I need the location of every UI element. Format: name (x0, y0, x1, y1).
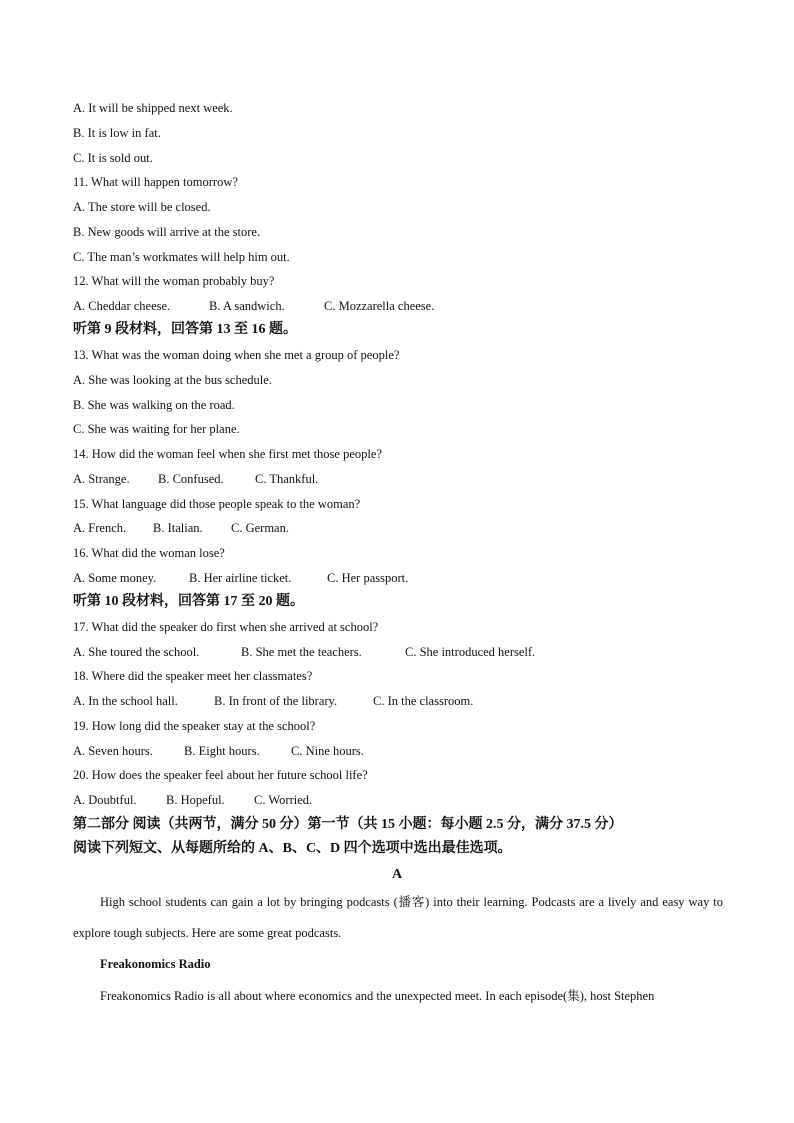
q19-option-c: C. Nine hours. (291, 744, 364, 758)
q13-option-a: A. She was looking at the bus schedule. (73, 373, 272, 387)
q18-options (73, 693, 473, 709)
q16-option-c: C. Her passport. (327, 571, 409, 585)
q10-option-a: A. It will be shipped next week. (73, 101, 233, 115)
q13-option-c: C. She was waiting for her plane. (73, 422, 240, 436)
q16-option-b: B. Her airline ticket. (189, 571, 292, 585)
q19-options (73, 743, 364, 759)
q13-option-b: B. She was walking on the road. (73, 398, 235, 412)
q12-option-b: B. A sandwich. (209, 299, 285, 313)
q14-option-a: A. Strange. (73, 472, 130, 486)
q15-option-c: C. German. (231, 521, 289, 535)
q12-question: 12. What will the woman probably buy? (73, 274, 275, 288)
q17-option-b: B. She met the teachers. (241, 645, 362, 659)
q14-option-b: B. Confused. (158, 472, 224, 486)
passage-label: A (391, 867, 403, 882)
q18-question: 18. Where did the speaker meet her classmates? (73, 669, 313, 683)
q16-question: 16. What did the woman lose? (73, 546, 225, 560)
q18-option-b: B. In front of the library. (214, 694, 338, 708)
podcast-text-freakonomics: Freakonomics Radio is all about where economics and the unexpected meet. In each episode(集), host Stephen (100, 989, 655, 1003)
part2-instruction: 阅读下列短文、从每题所给的 A、B、C、D 四个选项中选出最佳选项。 (73, 841, 512, 856)
q15-options (73, 520, 289, 536)
q17-option-a: A. She toured the school. (73, 645, 200, 659)
q11-option-c: C. The man’s workmates will help him out. (73, 250, 290, 264)
part2-title: 第二部分 阅读（共两节，满分 50 分）第一节（共 15 小题：每小题 2.5 分，满分 37.5 分） (73, 817, 623, 832)
q16-options (73, 570, 408, 586)
q15-option-b: B. Italian. (153, 521, 203, 535)
q11-option-b: B. New goods will arrive at the store. (73, 225, 261, 239)
q12-options (73, 298, 434, 314)
q15-question: 15. What language did those people speak to the woman? (73, 497, 361, 511)
q19-option-b: B. Eight hours. (184, 744, 260, 758)
q13-question: 13. What was the woman doing when she met a group of people? (73, 348, 400, 362)
q12-option-c: C. Mozzarella cheese. (324, 299, 435, 313)
q11-question: 11. What will happen tomorrow? (73, 175, 238, 189)
q14-question: 14. How did the woman feel when she first met those people? (73, 447, 382, 461)
q17-options (73, 644, 535, 660)
q20-option-b: B. Hopeful. (166, 793, 225, 807)
q17-option-c: C. She introduced herself. (405, 645, 536, 659)
q20-option-c: C. Worried. (254, 793, 313, 807)
section-10-heading: 听第 10 段材料，回答第 17 至 20 题。 (73, 594, 304, 609)
q19-option-a: A. Seven hours. (73, 744, 153, 758)
q20-question: 20. How does the speaker feel about her future school life? (73, 768, 368, 782)
q17-question: 17. What did the speaker do first when she arrived at school? (73, 620, 379, 634)
podcast-title-freakonomics: Freakonomics Radio (100, 957, 211, 971)
q14-option-c: C. Thankful. (255, 472, 319, 486)
q16-option-a: A. Some money. (73, 571, 157, 585)
q11-option-a: A. The store will be closed. (73, 200, 211, 214)
q20-option-a: A. Doubtful. (73, 793, 137, 807)
q14-options (73, 471, 318, 487)
q20-options (73, 792, 312, 808)
q18-option-c: C. In the classroom. (373, 694, 474, 708)
q19-question: 19. How long did the speaker stay at the school? (73, 719, 316, 733)
passage-intro: High school students can gain a lot by bringing podcasts (播客) into their learning. Podcasts are a lively and easy way to explore tough subjects. Here are some great podcasts. (73, 895, 723, 940)
q18-option-a: A. In the school hall. (73, 694, 178, 708)
q10-option-b: B. It is low in fat. (73, 126, 161, 140)
q15-option-a: A. French. (73, 521, 127, 535)
q10-option-c: C. It is sold out. (73, 151, 153, 165)
section-9-heading: 听第 9 段材料，回答第 13 至 16 题。 (73, 322, 297, 337)
q12-option-a: A. Cheddar cheese. (73, 299, 171, 313)
